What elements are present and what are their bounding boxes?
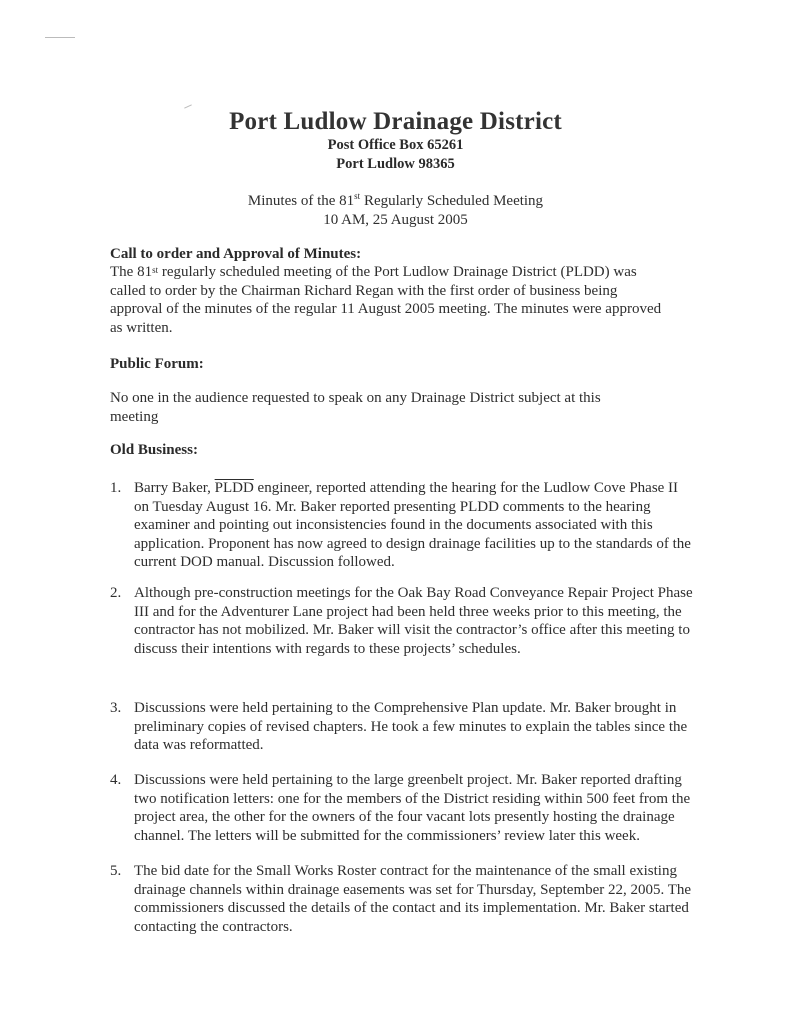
document-title: Port Ludlow Drainage District	[229, 108, 562, 135]
meeting-datetime: 10 AM, 25 August 2005	[323, 212, 468, 228]
text-segment: PLDD	[214, 480, 254, 496]
text-segment: Barry Baker,	[134, 480, 215, 496]
ordinal-suffix: st	[152, 265, 159, 275]
call-to-order-paragraph	[110, 263, 670, 337]
list-item-number: 1.	[110, 480, 122, 496]
meeting-title-prefix: Minutes of the 81	[247, 193, 355, 209]
meeting-title	[0, 193, 791, 210]
address-line-2: Port Ludlow 98365	[336, 156, 455, 172]
list-item-number: 5.	[110, 863, 122, 879]
list-item-text: Discussions were held pertaining to the Comprehensive Plan update. Mr. Baker brought in preliminary copies of revised chapters. He took a few minutes to explain the tables since the data was reformatted.	[134, 700, 688, 754]
list-item-number: 4.	[110, 772, 122, 788]
address-line-1: Post Office Box 65261	[327, 137, 464, 153]
ordinal-suffix: st	[354, 191, 361, 201]
list-item-text: The bid date for the Small Works Roster contract for the maintenance of the small existing drainage channels within drainage easements was set for Thursday, September 22, 2005. The commissioners discussed the details of the contact and its implementation. Mr. Baker started contacting the contractors.	[134, 863, 692, 935]
text-segment: engineer, reported attending the hearing for the Ludlow Cove Phase II on Tuesday August 16. Mr. Baker reported presenting PLDD comments to the hearing examiner and pointing out inconsistencies found in the documents associated with this application. Proponent has now agreed to design drainage facilities up to the standards of the current DOD manual. Discussion followed.	[134, 480, 691, 571]
paragraph-text: The 81	[110, 264, 153, 280]
scan-speck	[45, 37, 75, 38]
list-item-number: 2.	[110, 585, 122, 601]
list-item-text: Discussions were held pertaining to the large greenbelt project. Mr. Baker reported drafting two notification letters: one for the members of the District residing within 500 feet from the project area, the other for the owners of the four vacant lots presently hosting the drainage channel. The letters will be submitted for the commissioners’ review later this week.	[134, 772, 691, 844]
list-item-text: Although pre-construction meetings for the Oak Bay Road Conveyance Repair Project Phase III and for the Adventurer Lane project had been held three weeks prior to this meeting, the contractor has not mobilized. Mr. Baker will visit the contractor’s office after this meeting to discuss their intentions with regards to these projects’ schedules.	[134, 585, 693, 657]
list-item-number: 3.	[110, 700, 122, 716]
section-heading-public-forum: Public Forum:	[110, 356, 204, 372]
section-heading-call-to-order: Call to order and Approval of Minutes:	[110, 246, 362, 262]
meeting-title-suffix: Regularly Scheduled Meeting	[360, 193, 544, 209]
list-item-text	[134, 479, 694, 572]
public-forum-paragraph: No one in the audience requested to speak on any Drainage District subject at this meeting	[110, 390, 601, 425]
paragraph-text: regularly scheduled meeting of the Port Ludlow Drainage District (PLDD) was called to order by the Chairman Richard Regan with the first order of business being approval of the minutes of the regular 11 August 2005 meeting. The minutes were approved as written.	[110, 264, 662, 336]
section-heading-old-business: Old Business:	[110, 442, 198, 458]
